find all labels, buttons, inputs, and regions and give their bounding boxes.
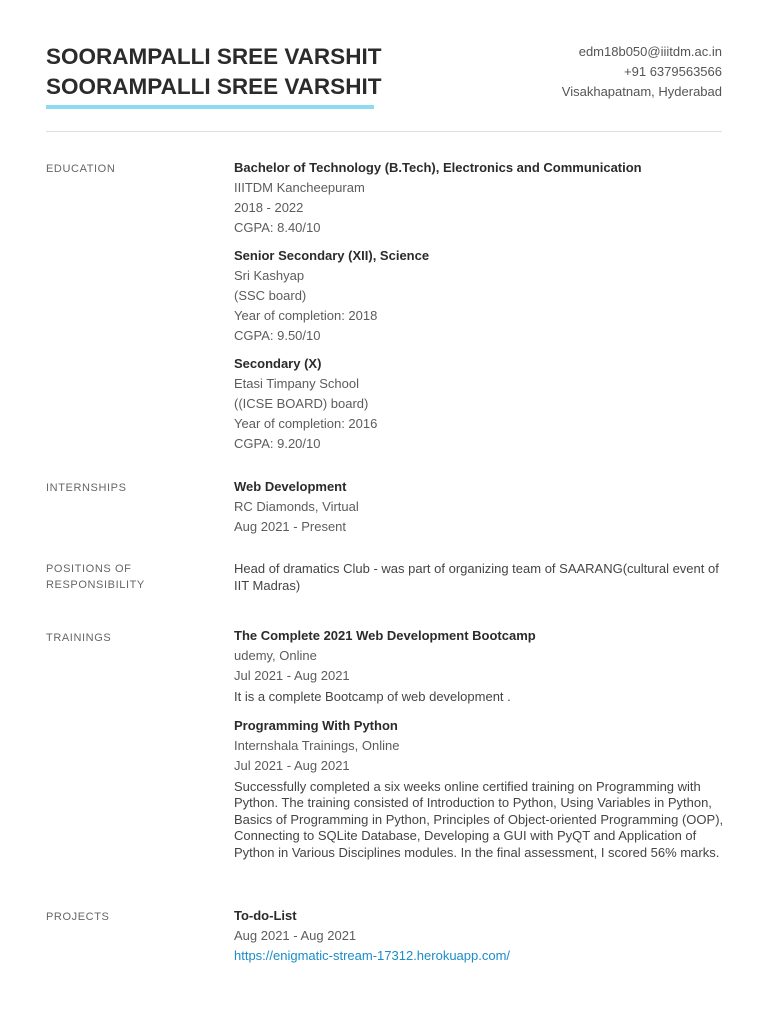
section-label-positions-line-1: POSITIONS OF [46, 563, 132, 575]
project-item [234, 906, 724, 966]
education-item [234, 246, 724, 346]
education-title: Secondary (X) [234, 356, 322, 371]
education-content [234, 158, 724, 462]
education-item [234, 354, 724, 454]
education-line: Year of completion: 2016 [234, 416, 378, 431]
section-label-trainings: TRAININGS [46, 632, 112, 644]
section-label-positions [46, 561, 196, 593]
education-line: CGPA: 9.50/10 [234, 328, 321, 343]
project-title: To-do-List [234, 908, 297, 923]
candidate-name [46, 42, 381, 102]
section-label-internships: INTERNSHIPS [46, 482, 127, 494]
internship-item [234, 477, 724, 537]
trainings-content [234, 626, 724, 869]
candidate-name-line-2: SOORAMPALLI SREE VARSHIT [46, 74, 382, 99]
section-label-education: EDUCATION [46, 163, 116, 175]
header-divider [46, 131, 722, 132]
contact-location: Visakhapatnam, Hyderabad [561, 84, 722, 99]
project-line: Aug 2021 - Aug 2021 [234, 928, 357, 943]
position-description: Head of dramatics Club - was part of organizing team of SAARANG(cultural event of IIT Madras) [234, 561, 719, 593]
training-item [234, 716, 724, 862]
training-line: Jul 2021 - Aug 2021 [234, 668, 350, 683]
education-line: ((ICSE BOARD) board) [234, 396, 369, 411]
education-title: Senior Secondary (XII), Science [234, 248, 430, 263]
contact-phone: +91 6379563566 [624, 64, 722, 79]
education-item [234, 158, 724, 238]
positions-content [234, 561, 724, 594]
training-description: It is a complete Bootcamp of web development . [234, 689, 511, 704]
education-line: 2018 - 2022 [234, 200, 304, 215]
education-line: Sri Kashyap [234, 268, 305, 283]
contact-email[interactable]: edm18b050@iiitdm.ac.in [578, 44, 722, 59]
contact-info [562, 42, 722, 102]
education-line: (SSC board) [234, 288, 307, 303]
internship-line: Aug 2021 - Present [234, 519, 347, 534]
education-line: Year of completion: 2018 [234, 308, 378, 323]
training-description: Successfully completed a six weeks online certified training on Programming with Python. The training consisted of Introduction to Python, Using Variables in Python, Basics of Programming in Python, Principles of Object-oriented Programming (OOP), Connecting to SQLite Database, Developing a GUI with PyQT and Application of Python in Various Disciplines modules. In the final assessment, I scored 56% marks. [234, 778, 724, 860]
internship-title: Web Development [234, 479, 347, 494]
training-line: udemy, Online [234, 648, 317, 663]
education-title: Bachelor of Technology (B.Tech), Electronics and Communication [234, 160, 642, 175]
internship-line: RC Diamonds, Virtual [234, 499, 359, 514]
section-label-projects: PROJECTS [46, 911, 110, 923]
internships-content [234, 477, 724, 545]
training-item [234, 626, 724, 706]
section-label-positions-line-2: RESPONSIBILITY [46, 579, 145, 591]
education-line: IIITDM Kancheepuram [234, 180, 365, 195]
education-line: CGPA: 9.20/10 [234, 436, 321, 451]
training-line: Jul 2021 - Aug 2021 [234, 757, 350, 773]
education-line: CGPA: 8.40/10 [234, 220, 321, 235]
training-line: Internshala Trainings, Online [234, 737, 400, 753]
training-title: Programming With Python [234, 717, 398, 733]
education-line: Etasi Timpany School [234, 376, 360, 391]
training-title: The Complete 2021 Web Development Bootcamp [234, 628, 536, 643]
resume-header [46, 42, 722, 132]
candidate-name-line-1: SOORAMPALLI SREE VARSHIT [46, 44, 382, 69]
project-link[interactable]: https://enigmatic-stream-17312.herokuapp.com/ [234, 948, 511, 963]
name-underline-accent [46, 105, 374, 109]
projects-content [234, 906, 724, 974]
